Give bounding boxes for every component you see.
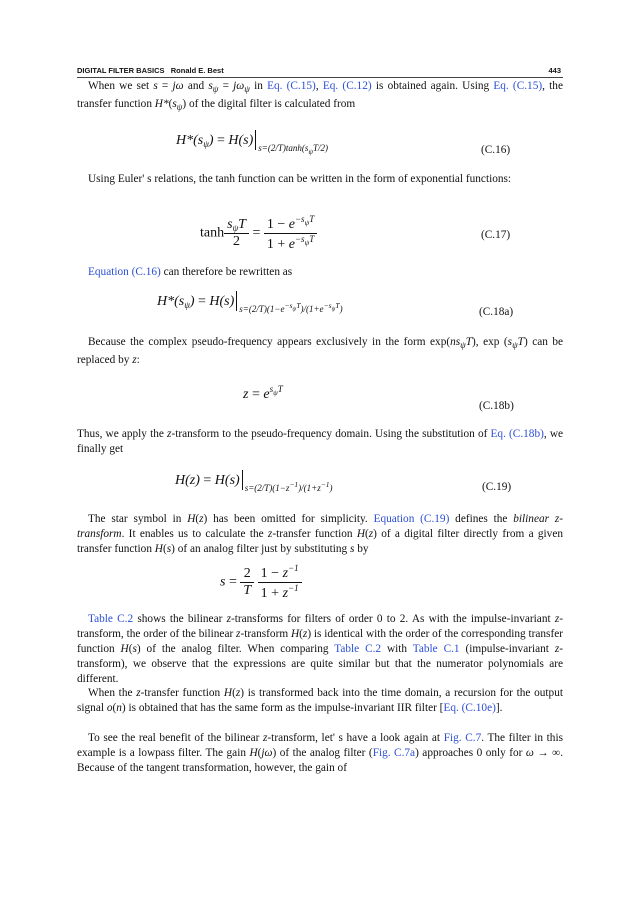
eq-label-c19: (C.19) <box>482 481 512 493</box>
ref-table-c2[interactable]: Table C.2 <box>88 613 134 625</box>
ref-eq-c15[interactable]: Eq. (C.15) <box>267 80 316 92</box>
ref-fig-c7[interactable]: Fig. C.7 <box>443 732 482 744</box>
paragraph-7: Table C.2 shows the bilinear z-transforms for filters of order 0 to 2. As with the impulse-invariant z-transform, the order of the bilinear z-transform H(z) is identical with the order of the corresponding transfer function H(s) of the analog filter. When comparing Table C.2 with Table C.1 (impulse-invariant z-transform), we observe that the expressions are quite similar but that the numerator polynomials are different. <box>77 613 563 685</box>
eq-label-c16: (C.16) <box>481 144 511 156</box>
page-number: 443 <box>548 66 561 75</box>
equation-s-substitution: s = $\frac{2}{T}$ $\frac{1 - z^{-1}}{1 + z^{-1}}$ <box>220 563 302 602</box>
eq-label-c17: (C.17) <box>481 229 511 241</box>
ref-eq-c12[interactable]: Eq. (C.12) <box>322 80 372 92</box>
equation-c19: H(z) = H(s) $_{s=(2/T)(1-z^{-1})/(1+z^{-1})}$ <box>175 470 333 493</box>
header-title: DIGITAL FILTER BASICS Ronald E. Best <box>77 66 224 75</box>
equation-c18b: $z = e^{s_\psi T}$ <box>243 384 283 402</box>
paragraph-9: To see the real benefit of the bilinear z-transform, let' s have a look again at Fig. C.7. The filter in this example is a lowpass filter. The gain H(jω) of the analog filter (Fig. C.7a) approaches 0 only for ω → ∞. Because of the tangent transformation, however, the gain of <box>77 732 564 774</box>
eq-label-c18b: (C.18b) <box>479 400 514 412</box>
ref-eq-c16[interactable]: Equation (C.16) <box>88 266 161 278</box>
paragraph-8: When the z-transfer function H(z) is transformed back into the time domain, a recursion for the output signal o(n) is obtained that has the same form as the impulse-invariant IIR filter [Eq. (C.10e)]. <box>77 687 563 714</box>
ref-table-c1[interactable]: Table C.1 <box>412 643 460 655</box>
equation-c17: tanh $\frac{s_\psi T}{2}$ = $\frac{1 - e^{-s_\psi T}}{1 + e^{-s_\psi T}}$ <box>200 214 317 253</box>
equation-c16: $H*(s_\psi) = H(s)$ $_{s=(2/T)tanh(s_\psi T/2)}$ <box>176 130 328 156</box>
paragraph-2: Using Euler' s relations, the tanh function can be written in the form of exponential functions: <box>88 173 512 185</box>
ref-eq-c19[interactable]: Equation (C.19) <box>373 513 450 525</box>
ref-fig-c7a[interactable]: Fig. C.7a <box>372 747 416 759</box>
paragraph-4: Because the complex pseudo-frequency appears exclusively in the form $\exp(ns_\psi T)$, $\exp (s_\psi T)$ can be replaced by z: <box>77 336 564 366</box>
ref-eq-c18b[interactable]: Eq. (C.18b) <box>490 428 544 440</box>
ref-table-c2b[interactable]: Table C.2 <box>334 643 382 655</box>
paragraph-3: Equation (C.16) can therefore be rewritten as <box>88 266 293 278</box>
paragraph-1: When we set s = jω and $s_\psi = j\omega_\psi$ in Eq. (C.15), Eq. (C.12) is obtained again. Using Eq. (C.15), the transfer function $H*(s_\psi)$ of the digital filter is calculated from <box>77 80 563 112</box>
running-header <box>77 64 563 78</box>
ref-eq-c10e[interactable]: Eq. (C.10e) <box>443 702 496 714</box>
ref-eq-c15b[interactable]: Eq. (C.15) <box>493 80 543 92</box>
paragraph-5: Thus, we apply the z-transform to the pseudo-frequency domain. Using the substitution of Eq. (C.18b), we finally get <box>77 428 563 455</box>
equation-c18a: $H*(s_\psi) = H(s)$ $_{s=(2/T)(1-e^{-s_\psi T})/(1+e^{-s_\psi T})}$ <box>157 291 343 314</box>
eq-label-c18a: (C.18a) <box>479 306 514 318</box>
paragraph-6: The star symbol in H(z) has been omitted for simplicity. Equation (C.19) defines the bilinear z-transform. It enables us to calculate the z-transfer function H(z) of a digital filter directly from a given transfer function H(s) of an analog filter just by substituting s by <box>77 513 563 555</box>
